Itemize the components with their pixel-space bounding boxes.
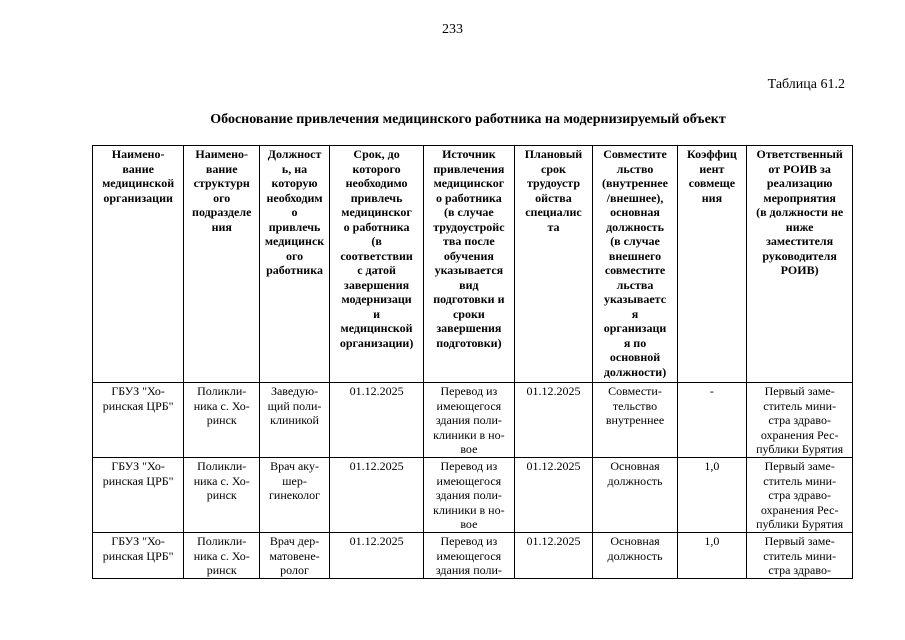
table-cell: 1,0 [677, 533, 747, 579]
table-row [93, 458, 853, 533]
table-cell: Врач аку- шер- гинеколог [260, 458, 330, 533]
table-cell: Перевод из имеющегося здания поли- клиники в но- вое [424, 458, 514, 533]
header-cell: Наимено- вание медицинской организации [93, 146, 184, 383]
header-cell: Источник привлечения медицинског о работника (в случае трудоустройс тва после обучения указывается вид подготовки и сроки завершения подготовки) [424, 146, 514, 383]
header-cell: Плановый срок трудоустр ойства специалис та [514, 146, 593, 383]
table-cell: Перевод из имеющегося здания поли- клиники в но- вое [424, 383, 514, 458]
table-cell: Врач дер- матовене- ролог [260, 533, 330, 579]
table-cell: ГБУЗ "Хо- ринская ЦРБ" [93, 533, 184, 579]
table-cell: Перевод из имеющегося здания поли- [424, 533, 514, 579]
table-row [93, 533, 853, 579]
header-cell: Ответственный от РОИВ за реализацию мероприятия (в должности не ниже заместителя руководителя РОИВ) [747, 146, 853, 383]
table-cell: Первый заме- ститель мини- стра здраво- [747, 533, 853, 579]
table-cell: ГБУЗ "Хо- ринская ЦРБ" [93, 458, 184, 533]
table-caption: Таблица 61.2 [767, 77, 845, 92]
table-cell: Первый заме- ститель мини- стра здраво- охранения Рес- публики Бурятия [747, 458, 853, 533]
table-cell: - [677, 383, 747, 458]
table-cell: Поликли- ника с. Хо- ринск [184, 533, 260, 579]
table-cell: ГБУЗ "Хо- ринская ЦРБ" [93, 383, 184, 458]
table-cell: 01.12.2025 [514, 533, 593, 579]
table-cell: Заведую- щий поли- клиникой [260, 383, 330, 458]
table-cell: 01.12.2025 [514, 383, 593, 458]
table-cell: Поликли- ника с. Хо- ринск [184, 383, 260, 458]
table-header-row [93, 146, 853, 383]
table-cell: 01.12.2025 [329, 458, 423, 533]
header-cell: Наимено- вание структурн ого подразделе ния [184, 146, 260, 383]
table-cell: Первый заме- ститель мини- стра здраво- охранения Рес- публики Бурятия [747, 383, 853, 458]
staffing-table [92, 145, 853, 579]
table-cell: 01.12.2025 [329, 533, 423, 579]
header-cell: Срок, до которого необходимо привлечь медицинског о работника (в соответствии с датой завершения модернизаци и медицинской организации) [329, 146, 423, 383]
table-cell: Поликли- ника с. Хо- ринск [184, 458, 260, 533]
table-row [93, 383, 853, 458]
table-cell: Совмести- тельство внутреннее [593, 383, 677, 458]
header-cell: Должност ь, на которую необходим о привлечь медицинск ого работника [260, 146, 330, 383]
table-cell: 01.12.2025 [514, 458, 593, 533]
header-cell: Совместите льство (внутреннее /внешнее), основная должность (в случае внешнего совместите льства указываетс я организаци я по основной должности) [593, 146, 677, 383]
header-cell: Коэффиц иент совмеще ния [677, 146, 747, 383]
table-cell: 01.12.2025 [329, 383, 423, 458]
table-cell: Основная должность [593, 458, 677, 533]
page-number: 233 [442, 22, 463, 37]
document-title: Обоснование привлечения медицинского работника на модернизируемый объект [210, 112, 726, 127]
table-cell: 1,0 [677, 458, 747, 533]
table-cell: Основная должность [593, 533, 677, 579]
